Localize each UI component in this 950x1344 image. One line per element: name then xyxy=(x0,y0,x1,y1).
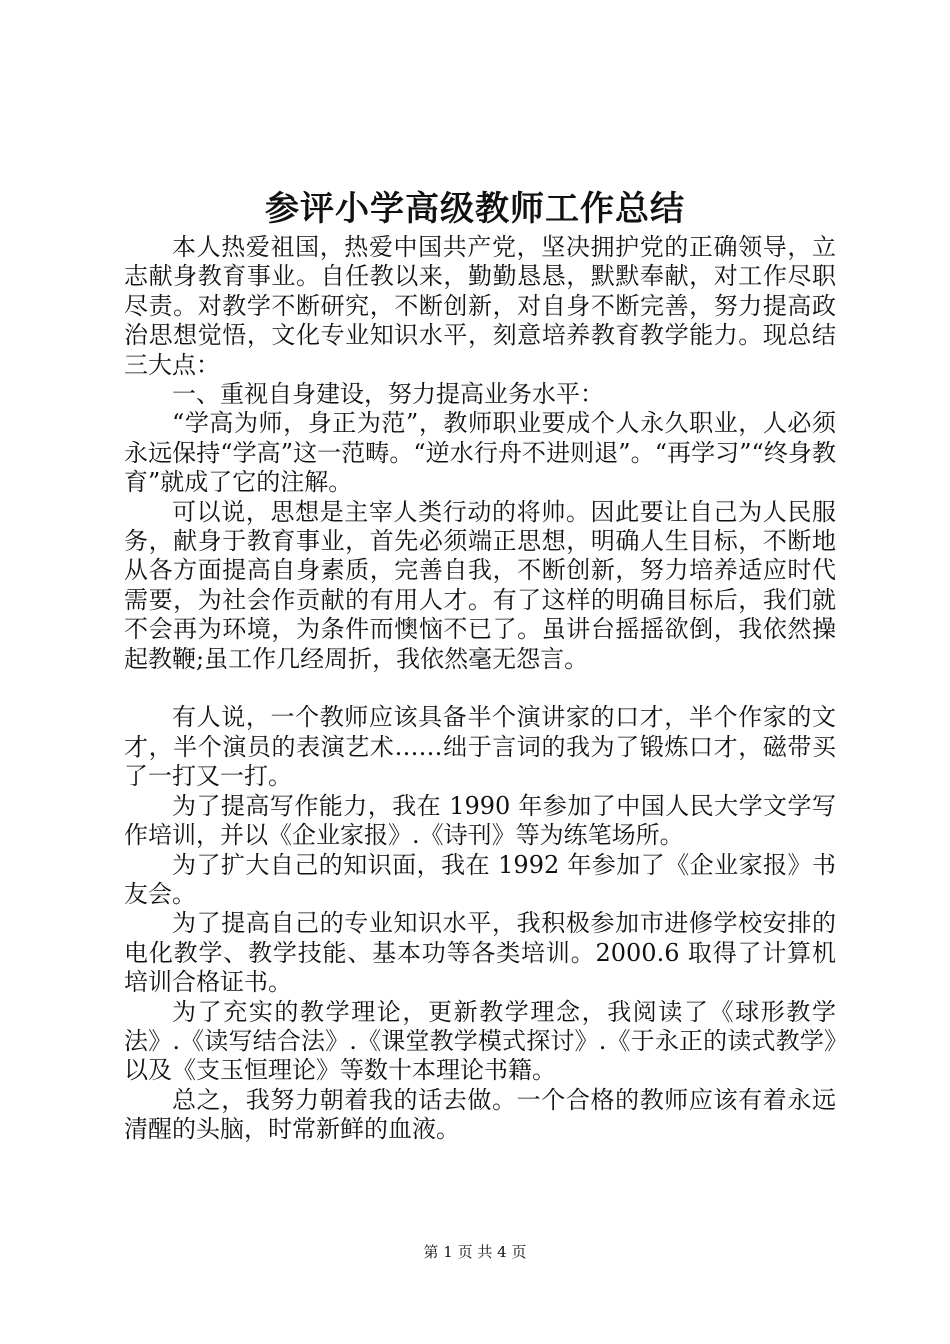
document-title: 参评小学高级教师工作总结 xyxy=(265,189,685,229)
paragraph-reading: 为了充实的教学理论，更新教学理念，我阅读了《球形教学法》.《读写结合法》.《课堂教学模式探讨》.《于永正的读式教学》以及《支玉恒理论》等数十本理论书籍。 xyxy=(124,997,836,1085)
paragraph-eloquence: 有人说，一个教师应该具备半个演讲家的口才，半个作家的文才，半个演员的表演艺术……绌于言词的我为了锻炼口才，磁带买了一打又一打。 xyxy=(124,703,836,791)
paragraph-intro: 本人热爱祖国，热爱中国共产党，坚决拥护党的正确领导，立志献身教育事业。自任教以来，勤勤恳恳，默默奉献，对工作尽职尽责。对教学不断研究，不断创新，对自身不断完善，努力提高政治思想觉悟，文化专业知识水平，刻意培养教育教学能力。现总结三大点： xyxy=(124,233,836,379)
section-heading-1: 一、重视自身建设，努力提高业务水平： xyxy=(172,380,604,409)
paragraph-thought: 可以说，思想是主宰人类行动的将帅。因此要让自己为人民服务，献身于教育事业，首先必须端正思想，明确人生目标，不断地从各方面提高自身素质，完善自我，不断创新，努力培养适应时代需要，为社会作贡献的有用人才。有了这样的明确目标后，我们就不会再为环境，为条件而懊恼不已了。虽讲台摇摇欲倒，我依然操起教鞭;虽工作几经周折，我依然毫无怨言。 xyxy=(124,497,836,673)
paragraph-spacer xyxy=(124,674,836,703)
paragraph-writing: 为了提高写作能力，我在 1990 年参加了中国人民大学文学写作培训，并以《企业家报》.《诗刊》等为练笔场所。 xyxy=(124,791,836,850)
paragraph-learning: “学高为师，身正为范”，教师职业要成个人永久职业，人必须永远保持“学高”这一范畴。“逆水行舟不进则退”。“再学习”“终身教育”就成了它的注解。 xyxy=(124,409,836,497)
document-body xyxy=(124,233,836,1145)
paragraph-summary: 总之，我努力朝着我的话去做。一个合格的教师应该有着永远清醒的头脑，时常新鲜的血液。 xyxy=(124,1085,836,1144)
paragraph-training: 为了提高自己的专业知识水平，我积极参加市进修学校安排的电化教学、教学技能、基本功等各类培训。2000.6 取得了计算机培训合格证书。 xyxy=(124,909,836,997)
paragraph-knowledge: 为了扩大自己的知识面，我在 1992 年参加了《企业家报》书友会。 xyxy=(124,850,836,908)
page-number-footer: 第 1 页 共 4 页 xyxy=(423,1243,527,1261)
